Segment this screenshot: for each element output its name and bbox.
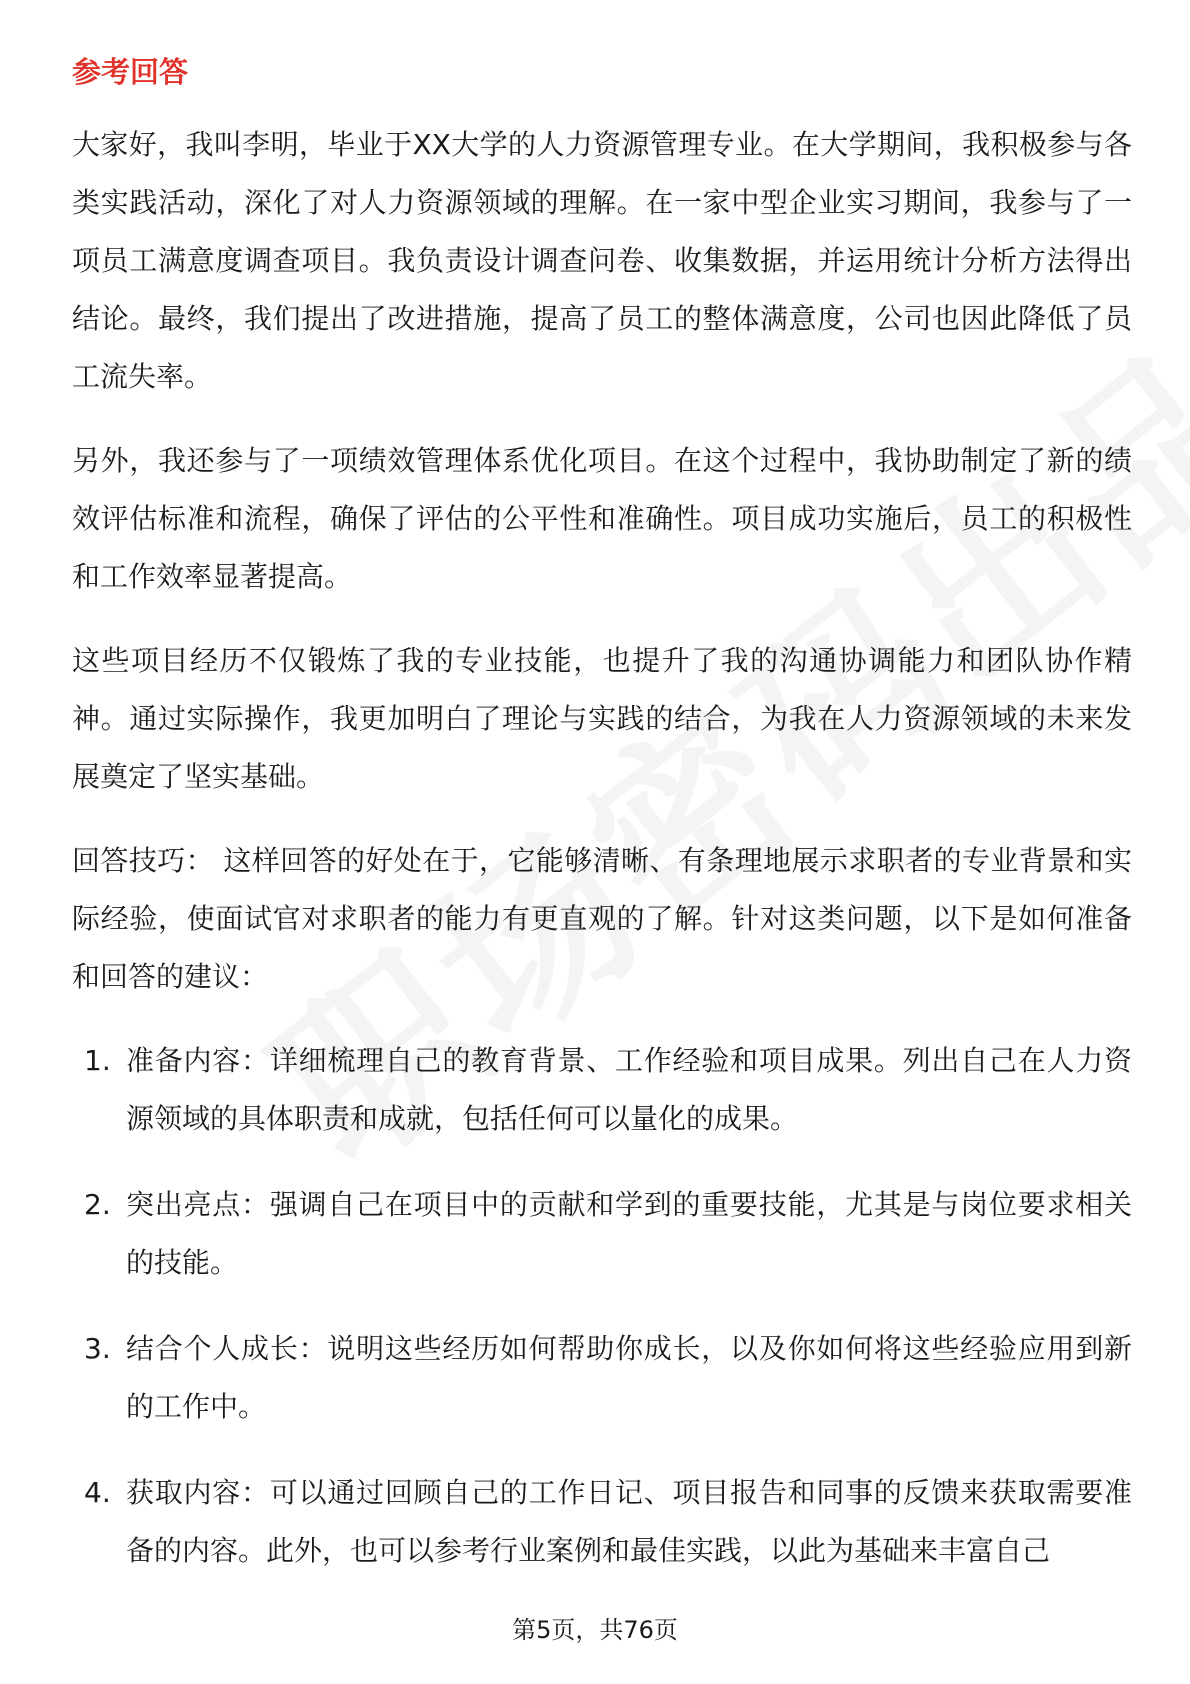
paragraph-intro: 大家好，我叫李明，毕业于XX大学的人力资源管理专业。在大学期间，我积极参与各类实践活动，深化了对人力资源领域的理解。在一家中型企业实习期间，我参与了一项员工满意度调查项目。我负责设计调查问卷、收集数据，并运用统计分析方法得出结论。最终，我们提出了改进措施，提高了员工的整体满意度，公司也因此降低了员工流失率。	[72, 128, 1132, 393]
tips-list	[72, 1032, 1132, 1580]
list-number: 2.	[84, 1188, 111, 1221]
page-footer: 第5页，共76页	[512, 1616, 678, 1644]
list-text: 获取内容：可以通过回顾自己的工作日记、项目报告和同事的反馈来获取需要准备的内容。此外，也可以参考行业案例和最佳实践，以此为基础来丰富自己	[126, 1476, 1132, 1567]
section-heading: 参考回答	[72, 55, 189, 89]
list-number: 1.	[84, 1044, 111, 1077]
list-number: 3.	[84, 1332, 111, 1365]
list-item	[72, 1176, 1132, 1292]
list-item	[72, 1032, 1132, 1148]
list-text: 结合个人成长：说明这些经历如何帮助你成长，以及你如何将这些经验应用到新的工作中。	[126, 1332, 1132, 1423]
paragraph-answer-tips: 回答技巧： 这样回答的好处在于，它能够清晰、有条理地展示求职者的专业背景和实际经验，使面试官对求职者的能力有更直观的了解。针对这类问题，以下是如何准备和回答的建议：	[72, 844, 1132, 993]
paragraph-performance-project: 另外，我还参与了一项绩效管理体系优化项目。在这个过程中，我协助制定了新的绩效评估标准和流程，确保了评估的公平性和准确性。项目成功实施后，员工的积极性和工作效率显著提高。	[72, 444, 1132, 593]
list-text: 准备内容：详细梳理自己的教育背景、工作经验和项目成果。列出自己在人力资源领域的具体职责和成就，包括任何可以量化的成果。	[126, 1044, 1132, 1135]
list-text: 突出亮点：强调自己在项目中的贡献和学到的重要技能，尤其是与岗位要求相关的技能。	[126, 1188, 1132, 1279]
document-content	[72, 48, 1132, 1608]
list-number: 4.	[84, 1476, 111, 1509]
list-item	[72, 1320, 1132, 1436]
list-item	[72, 1464, 1132, 1580]
paragraph-skills: 这些项目经历不仅锻炼了我的专业技能，也提升了我的沟通协调能力和团队协作精神。通过实际操作，我更加明白了理论与实践的结合，为我在人力资源领域的未来发展奠定了坚实基础。	[72, 644, 1132, 793]
